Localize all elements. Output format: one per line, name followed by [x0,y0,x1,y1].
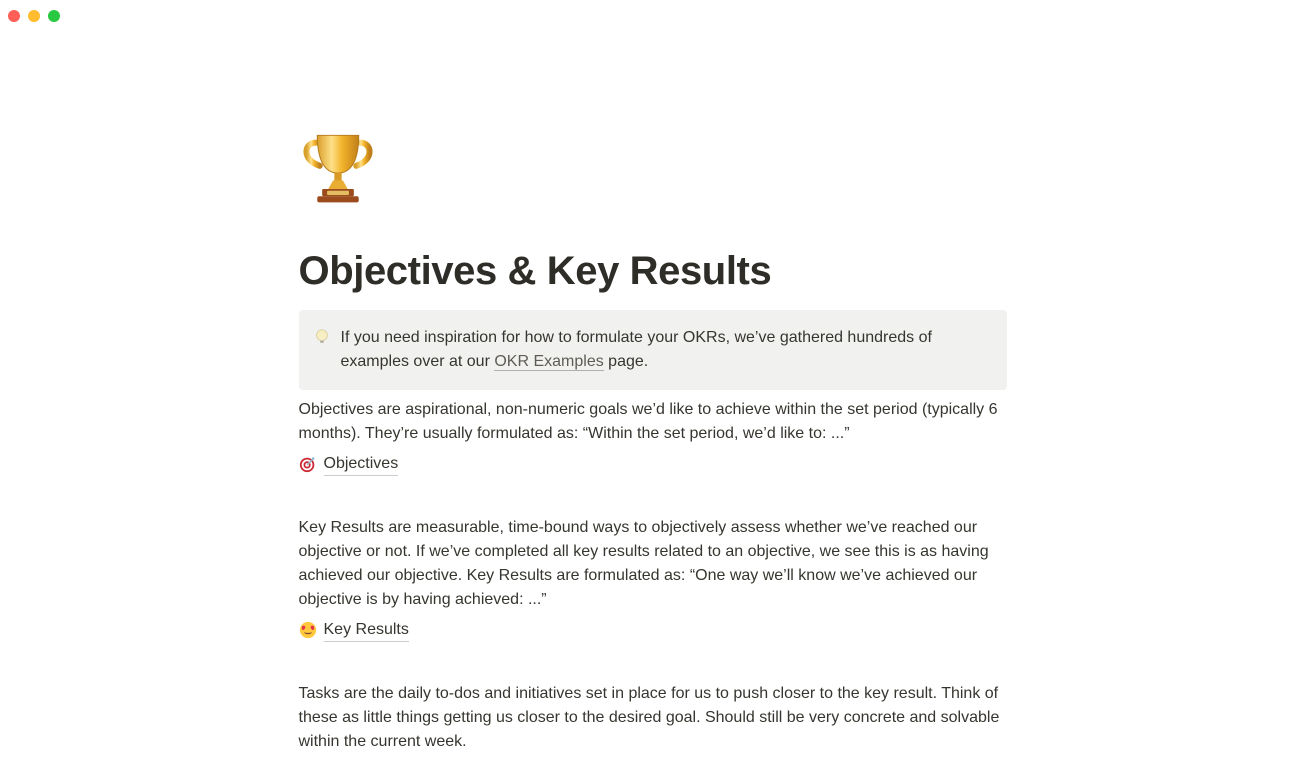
empty-block [299,484,1007,508]
page-icon-trophy[interactable] [299,128,1007,208]
close-window-button[interactable] [8,10,20,22]
page-link-key-results[interactable] [299,618,409,642]
zoom-window-button[interactable] [48,10,60,22]
page-link-label: Key Results [324,619,409,642]
dart-target-icon [299,455,317,473]
light-bulb-icon [313,328,331,351]
minimize-window-button[interactable] [28,10,40,22]
callout-text [341,326,991,374]
heart-eyes-icon [299,621,317,639]
notion-page [299,128,1007,754]
paragraph-key-results: Key Results are measurable, time-bound ways to objectively assess whether we’ve reached our objective or not. If we’ve completed all key results related to an objective, we see this is as having achieved our objective. Key Results are formulated as: “One way we’ll know we’ve achieved our objective is by having achieved: ...” [298,519,989,608]
callout-text-before-link: If you need inspiration for how to formulate your OKRs, we’ve gathered hundreds of examples over at our [340,329,932,370]
window-controls [8,10,60,22]
trophy-icon [299,128,1007,206]
page-link-label: Objectives [324,453,399,476]
callout-block [299,310,1007,390]
empty-block [299,650,1007,674]
page-title[interactable]: Objectives & Key Results [298,249,772,293]
callout-text-after-link: page. [603,353,649,370]
paragraph-objectives: Objectives are aspirational, non-numeric goals we’d like to achieve within the set period (typically 6 months). They’re usually formulated as: “Within the set period, we’d like to: ...” [298,401,998,442]
okr-examples-link[interactable]: OKR Examples [494,353,604,370]
page-link-objectives[interactable] [299,452,399,476]
paragraph-tasks: Tasks are the daily to-dos and initiatives set in place for us to push closer to the key result. Think of these as little things getting us closer to the desired goal. Should still be very concrete and solvable within the current week. [298,685,1000,750]
